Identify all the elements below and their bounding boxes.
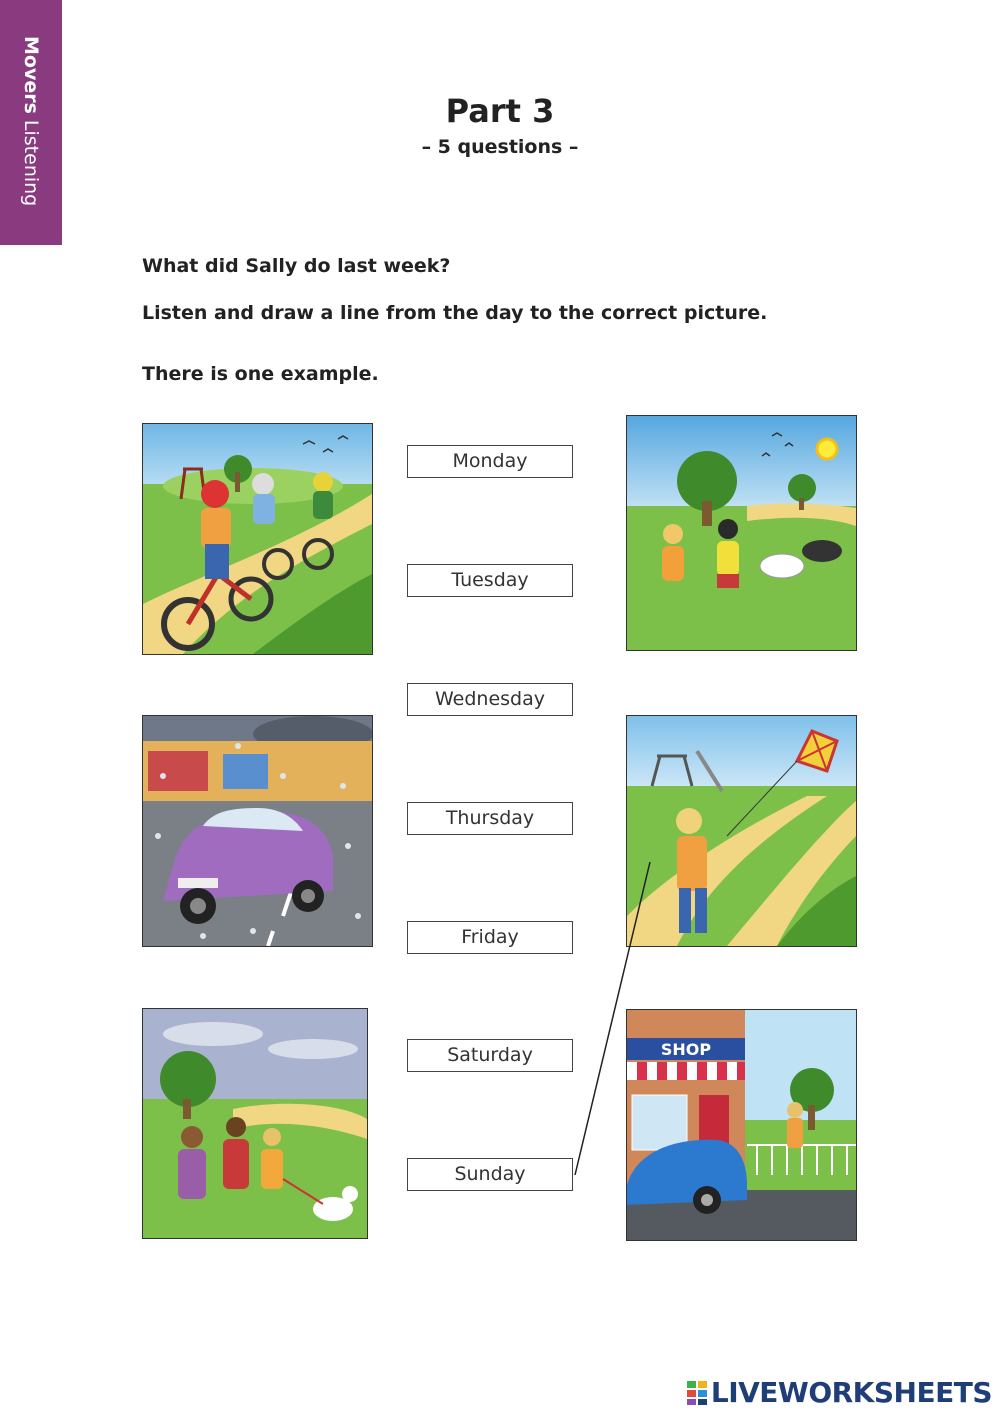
day-box-sunday[interactable]: Sunday	[407, 1158, 573, 1191]
picture-park-with-dogs[interactable]	[626, 415, 857, 651]
side-tab-skill: Listening	[20, 119, 42, 207]
day-box-wednesday[interactable]: Wednesday	[407, 683, 573, 716]
picture-car-in-rain[interactable]	[142, 715, 373, 947]
task-text: Listen and draw a line from the day to the correct picture.	[142, 302, 768, 324]
footer-brand	[686, 1376, 992, 1409]
page-subtitle: – 5 questions –	[421, 136, 579, 158]
picture-walking-in-wind[interactable]	[142, 1008, 368, 1239]
wind-walk-illustration	[143, 1009, 367, 1238]
picture-shop[interactable]	[626, 1009, 857, 1241]
day-box-saturday[interactable]: Saturday	[407, 1039, 573, 1072]
liveworksheets-logo-icon	[686, 1380, 708, 1406]
picture-cycling[interactable]	[142, 423, 373, 655]
picture-girl-flying-kite[interactable]	[626, 715, 857, 947]
park-dogs-illustration	[627, 416, 856, 650]
shop-sign-text: SHOP	[660, 1040, 712, 1059]
question-text: What did Sally do last week?	[142, 255, 451, 277]
day-box-tuesday[interactable]: Tuesday	[407, 564, 573, 597]
footer-brand-text: LIVEWORKSHEETS	[710, 1376, 992, 1409]
kite-illustration	[627, 716, 856, 946]
day-box-monday[interactable]: Monday	[407, 445, 573, 478]
example-text: There is one example.	[142, 363, 379, 385]
day-box-friday[interactable]: Friday	[407, 921, 573, 954]
side-tab-level: Movers	[20, 36, 42, 114]
car-rain-illustration	[143, 716, 372, 946]
page-title: Part 3	[445, 92, 555, 130]
cycling-illustration	[143, 424, 372, 654]
day-box-thursday[interactable]: Thursday	[407, 802, 573, 835]
shop-illustration	[627, 1010, 856, 1240]
